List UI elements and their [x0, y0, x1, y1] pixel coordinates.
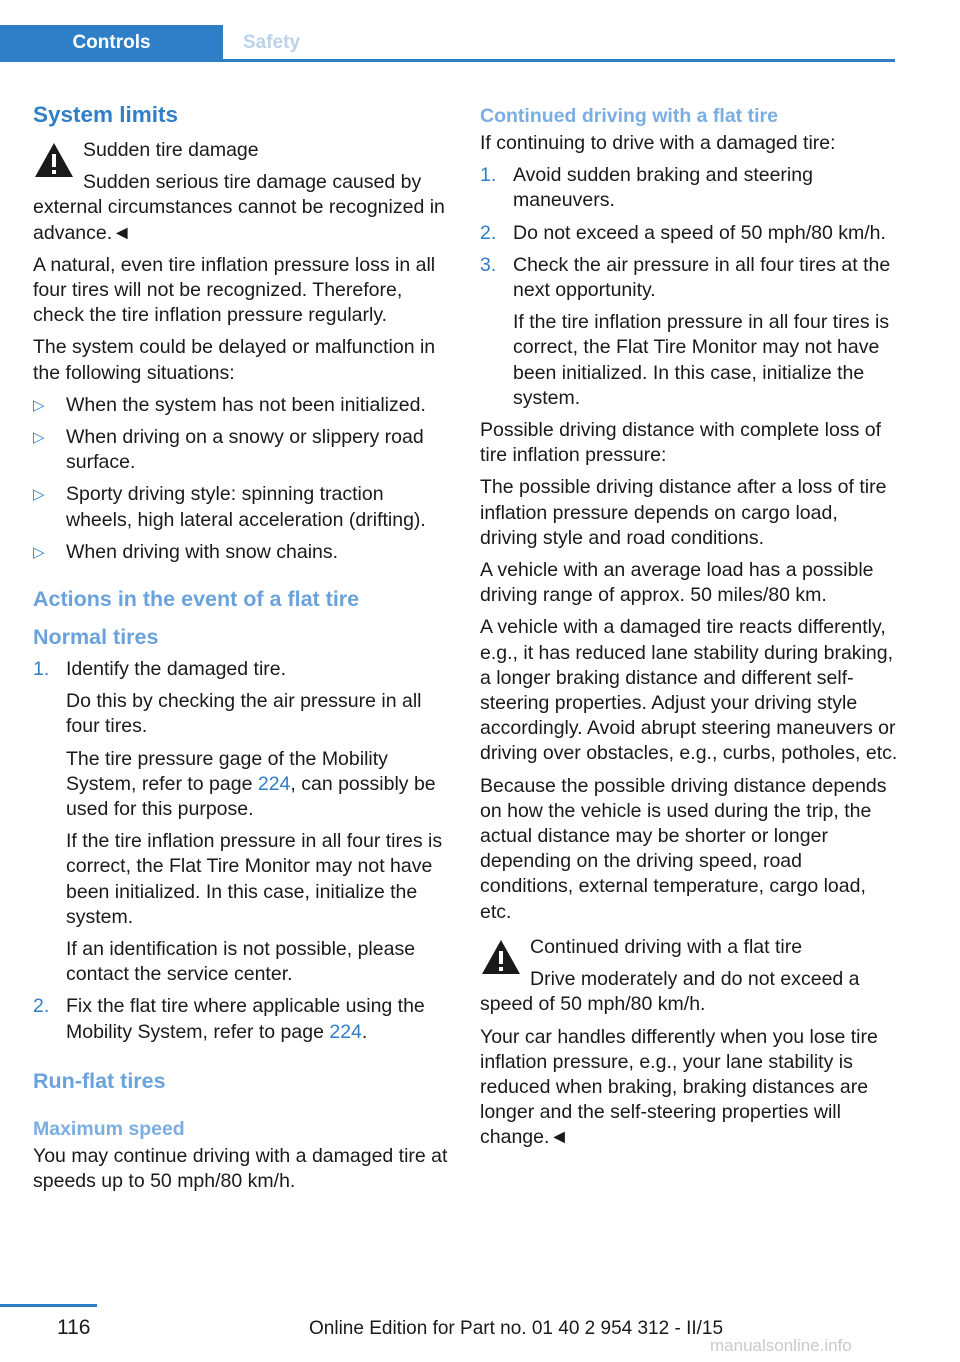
triangle-bullet-icon: ▷ — [33, 486, 45, 504]
triangle-bullet-icon: ▷ — [33, 543, 45, 561]
warning-continued-driving — [480, 935, 898, 1018]
step-number: 1. — [480, 164, 497, 187]
page-link[interactable]: 224 — [257, 772, 291, 795]
paragraph: The possible driving distance after a loss of tire inflation pressure depends on cargo load, driving style and road conditions. — [480, 476, 887, 549]
section-tabs — [0, 25, 895, 62]
list-item: 1. Identify the damaged tire. Do this by checking the air pressure in all four tires. The tire pressure gage of the Mobility System, refer to page 224, can possibly be used for this purpose. If the tire inflation pressure in all four tires is correct, the Flat Tire Monitor may not have been initialized. In this case, initialize the system. If an identification is not possible, please contact the service center. — [33, 658, 443, 986]
triangle-bullet-icon: ▷ — [33, 429, 45, 447]
edition-text: Online Edition for Part no. 01 40 2 954 312 - II/15 — [309, 1318, 724, 1339]
tab-controls[interactable]: Controls — [0, 25, 223, 59]
step-number: 1. — [33, 658, 50, 681]
paragraph: If continuing to drive with a damaged tire: — [480, 132, 836, 154]
heading-normal-tires: Normal tires — [33, 625, 159, 650]
warning-icon — [33, 140, 75, 180]
warning-title: Continued driving with a flat tire — [530, 935, 803, 958]
list-item: ▷ When driving on a snowy or slippery road surface. — [33, 426, 424, 474]
left-column — [33, 100, 448, 1201]
page-link[interactable]: 224 — [329, 1020, 362, 1043]
warning-text: Drive moderately and do not exceed a speed of 50 mph/80 km/h. — [480, 968, 860, 1016]
warning-icon — [480, 937, 522, 977]
warning-sudden-damage — [33, 138, 448, 246]
step-number: 2. — [480, 221, 497, 244]
tab-safety[interactable]: Safety — [242, 32, 301, 53]
paragraph: A natural, even tire inflation pressure loss in all four tires will not be recognized. Therefore, check the tire inflation pressure regularly. — [33, 253, 436, 327]
right-column — [480, 100, 898, 1158]
heading-run-flat-tires: Run-flat tires — [33, 1068, 166, 1093]
list-item: ▷ Sporty driving style: spinning traction wheels, high lateral acceleration (drifting). — [33, 483, 426, 531]
paragraph: Possible driving distance with complete loss of tire inflation pressure: — [480, 419, 882, 467]
header-rule — [0, 59, 895, 62]
watermark: manualsonline.info — [710, 1336, 852, 1355]
step-number: 2. — [33, 995, 50, 1018]
list-item: 1. Avoid sudden braking and steering maneuvers. — [480, 164, 813, 212]
list-item: ▷ When the system has not been initialized. — [33, 393, 448, 418]
paragraph: The system could be delayed or malfunction in the following situations: — [33, 336, 436, 384]
paragraph: Because the possible driving distance depends on how the vehicle is used during the trip, the actual distance may be shorter or longer depending on the driving speed, road conditions, external temperature, cargo load, etc. — [480, 774, 887, 923]
list-item: 3. Check the air pressure in all four tires at the next opportunity. If the tire inflation pressure in all four tires is correct, the Flat Tire Monitor may not have been initialized. In this case, initialize the system. — [480, 253, 891, 409]
page-number: 116 — [57, 1316, 91, 1339]
list-item: 2. Do not exceed a speed of 50 mph/80 km/h. — [480, 221, 898, 246]
list-item: ▷ When driving with snow chains. — [33, 540, 448, 565]
heading-actions-flat-tire: Actions in the event of a flat tire — [33, 587, 360, 612]
heading-maximum-speed: Maximum speed — [33, 1117, 185, 1140]
paragraph: You may continue driving with a damaged tire at speeds up to 50 mph/80 km/h. — [33, 1144, 448, 1193]
step-number: 3. — [480, 253, 497, 276]
situation-list — [33, 393, 448, 565]
warning-title: Sudden tire damage — [83, 139, 259, 161]
heading-continued-driving: Continued driving with a flat tire — [480, 105, 778, 127]
paragraph: Your car handles differently when you lose tire inflation pressure, e.g., your lane stability is reduced when braking, braking distances are longer and the self-steering properties will change.◄ — [480, 1025, 878, 1149]
paragraph: A vehicle with an average load has a possible driving range of approx. 50 miles/80 km. — [480, 559, 874, 607]
footer-rule — [0, 1304, 97, 1307]
continued-driving-steps — [480, 163, 898, 411]
heading-system-limits: System limits — [33, 102, 179, 127]
paragraph: A vehicle with a damaged tire reacts differently, e.g., it has reduced lane stability during braking, a longer braking distance and different self-steering properties. Adjust your driving style accordingly. Avoid abrupt steering maneuvers or driving over obstacles, e.g., curbs, potholes, etc. — [480, 616, 898, 765]
list-item: 2. Fix the flat tire where applicable using the Mobility System, refer to page 224. — [33, 995, 425, 1043]
warning-text: Sudden serious tire damage caused by external circumstances cannot be recognized in advance.◄ — [33, 171, 445, 244]
triangle-bullet-icon: ▷ — [33, 396, 45, 414]
normal-tires-steps — [33, 657, 448, 1045]
